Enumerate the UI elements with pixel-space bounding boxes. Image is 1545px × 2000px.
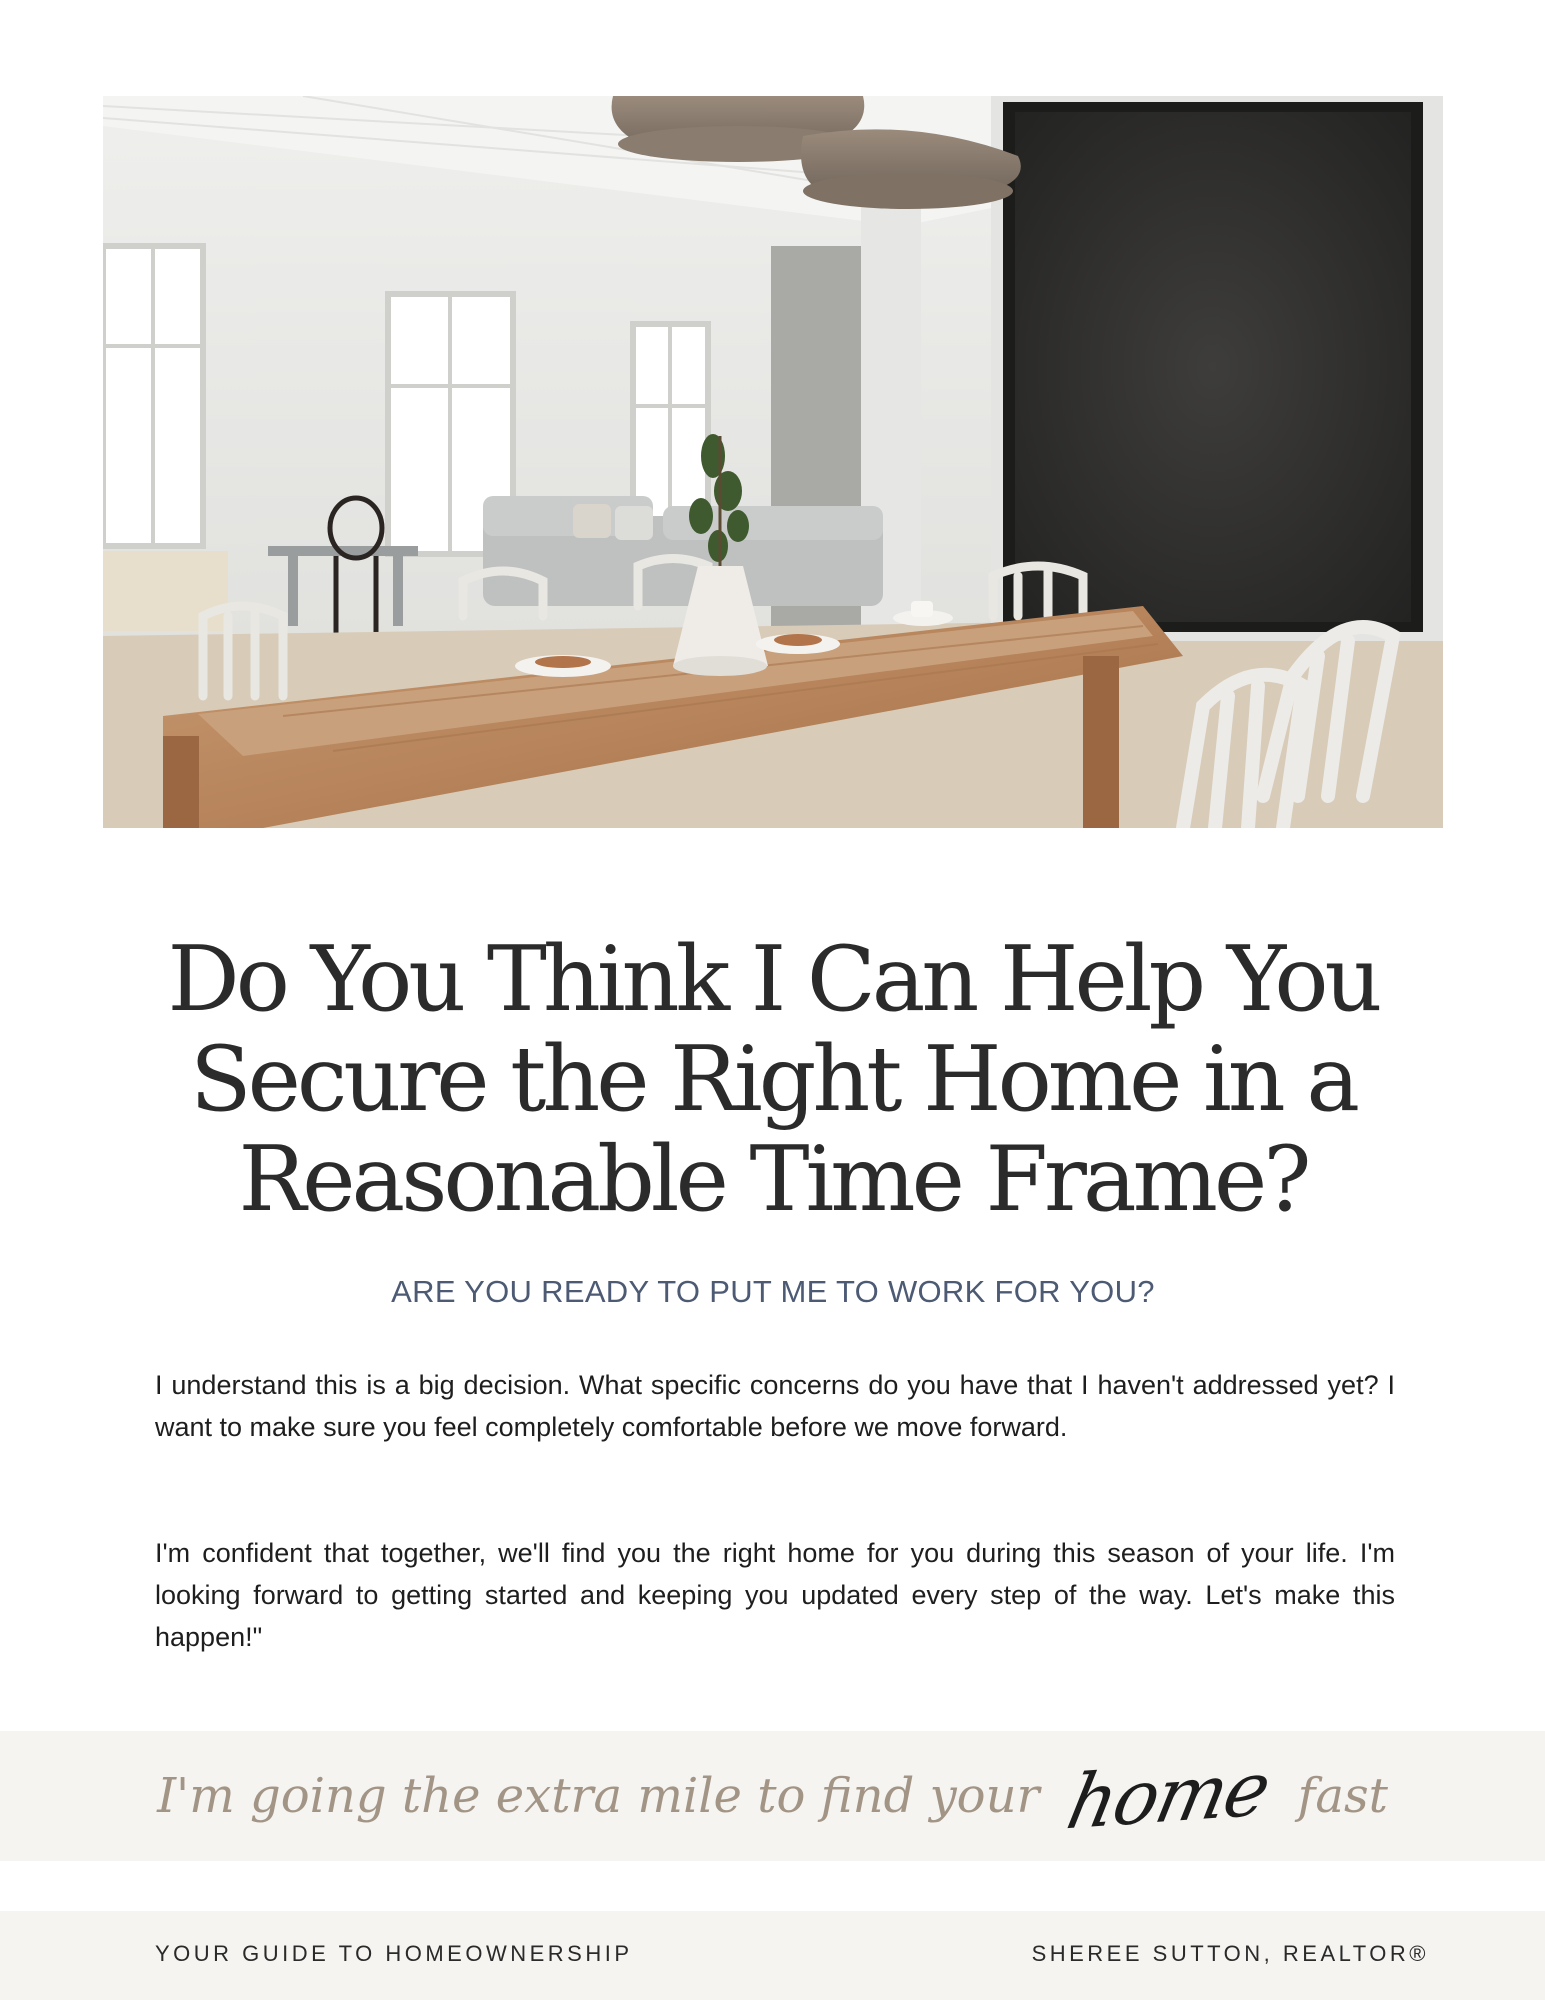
dining-room-illustration <box>103 96 1443 828</box>
hero-photo-dining-room <box>103 96 1443 828</box>
tagline-after: fast <box>1297 1768 1388 1824</box>
headline-line-2: Secure the Right Home in a <box>190 1027 1356 1132</box>
body-paragraph-2: I'm confident that together, we'll find you the right home for you during this season of your life. I'm looking forward to getting started and keeping you updated every step of the way. Let's make this happen!" <box>155 1538 1395 1652</box>
headline-line-1: Do You Think I Can Help You <box>167 927 1379 1032</box>
tagline-before: I'm going the extra mile to find your <box>157 1768 1040 1824</box>
body-paragraph-1: I understand this is a big decision. What specific concerns do you have that I haven't addressed yet? I want to make sure you feel completely comfortable before we move forward. <box>155 1370 1395 1442</box>
tagline <box>0 1731 1545 1861</box>
footer-guide-title: YOUR GUIDE TO HOMEOWNERSHIP <box>155 1941 633 1966</box>
headline <box>103 927 1443 1232</box>
headline-line-3: Reasonable Time Frame? <box>238 1127 1308 1232</box>
footer-realtor-name: SHEREE SUTTON, REALTOR® <box>1031 1941 1429 1966</box>
tagline-banner <box>0 1731 1545 1861</box>
page-footer <box>0 1911 1545 2000</box>
tagline-script-word: home <box>1060 1745 1277 1847</box>
subheading: ARE YOU READY TO PUT ME TO WORK FOR YOU? <box>391 1274 1155 1309</box>
